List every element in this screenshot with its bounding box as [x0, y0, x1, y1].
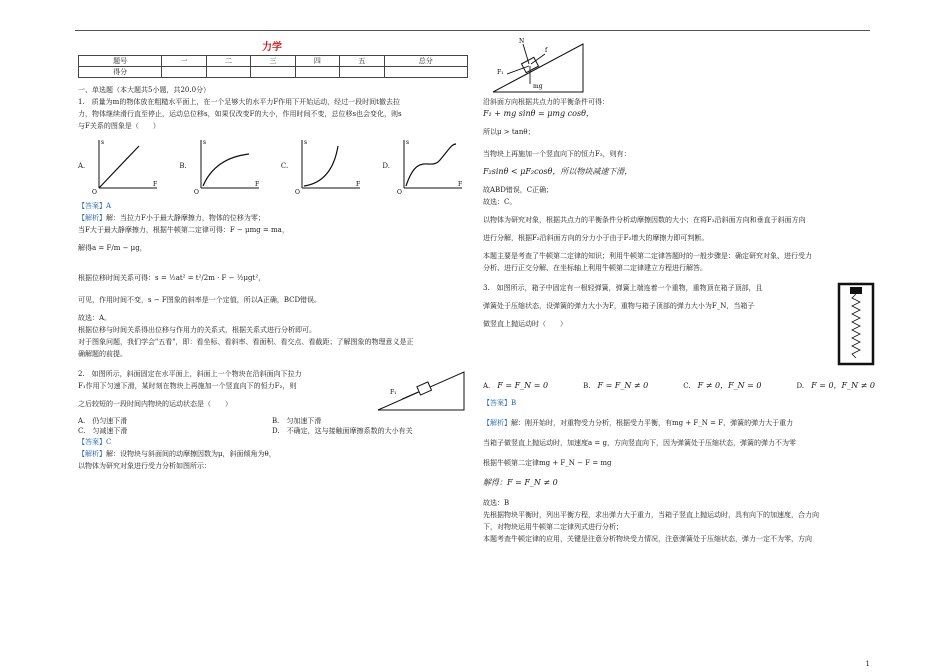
q1-analysis-line: 对于图象问题，我们学会"五看"，即：看坐标、看斜率、看面积、看交点、看截距；了解图象的物理意义是正 [78, 338, 414, 346]
table-cell: 总分 [384, 56, 467, 67]
q3-stem [483, 282, 835, 366]
axis-label-s: s [101, 139, 105, 146]
table-cell: 三 [251, 56, 295, 67]
axis-label-s: s [405, 139, 410, 146]
option-label: C. [280, 162, 289, 170]
curve-d [406, 144, 456, 186]
q3-option-d [797, 380, 875, 391]
fig-label-mg: mg [533, 83, 543, 90]
q1-option-graphs [78, 136, 466, 196]
analysis-tag: 【解析】 [78, 450, 106, 458]
analysis-text: 解：刚开始时，对重物受力分析，根据受力平衡，有mg + F_N = F，弹簧的弹力大于重力 [511, 419, 794, 427]
fig-label-f: f [545, 47, 548, 54]
score-table-header-row [79, 56, 468, 67]
section-heading: 一、单选题（本大题共5小题，共20.0分） [78, 86, 211, 94]
q2-analysis-line: 以物体为研究对象进行受力分析如图所示： [78, 462, 211, 470]
q2-incline-figure [376, 368, 466, 412]
page-title: 力学 [262, 42, 282, 53]
table-cell [206, 67, 250, 78]
table-cell [340, 67, 384, 78]
force-diagram [483, 36, 593, 94]
score-table-score-row [79, 67, 468, 78]
q1-analysis-line: 根据位移与时间关系得出位移与作用力的关系式，根据关系式进行分析即可。 [78, 326, 316, 334]
q3-analysis-line [483, 417, 875, 429]
q2-stem-line: 2. 如图所示，斜面固定在水平面上，斜面上一个物块在沿斜面向下拉力 [78, 370, 302, 378]
origin-label: O [295, 189, 301, 194]
q3-option-a [483, 381, 548, 391]
q1-answer: 【答案】A [78, 202, 112, 210]
analysis-line: 当物块上再施加一个竖直向下的恒力F₂，则有： [483, 150, 631, 158]
analysis-line: 本题主要是考查了牛顿第二定律的知识；利用牛顿第二定律答题时的一般步骤是：确定研究对象、进行受力 [483, 252, 812, 260]
q3-answer: 【答案】B [483, 399, 517, 407]
table-cell [384, 67, 467, 78]
table-cell: 题号 [79, 56, 162, 67]
q1-option-a [78, 136, 161, 196]
q1-stem-line: 力，物体继续滑行直至停止，运动总位移s，如果仅改变F的大小，作用时间不变，总位移s也会变化，则s [78, 110, 402, 118]
option-label: A. [78, 162, 86, 170]
option-eq: F = 0，F_N ≠ 0 [811, 381, 875, 390]
q2-options-row [78, 416, 466, 426]
q1-analysis-line: 确解题的前提。 [78, 350, 127, 358]
origin-label: O [92, 189, 98, 194]
curve-c [304, 146, 338, 186]
q1-stem-line: 1. 质量为m的物体放在粗糙水平面上，在一个足够大的水平力F作用下开始运动，经过一段时间t撤去拉 [78, 98, 400, 106]
q3-analysis-line: 下，对物块运用牛顿第二定律列式进行分析； [483, 523, 623, 531]
option-label: C. [683, 382, 691, 390]
q1-analysis-line: 解得a = F/m − μg， [78, 244, 147, 252]
analysis-line: 进行分解，根据F₂沿斜面方向的分力小于由于F₂增大的摩擦力即可判断。 [483, 234, 709, 242]
table-cell [295, 67, 339, 78]
q3-analysis-line: 当箱子做竖直上抛运动时，加速度a = g，方向竖直向下，因为弹簧处于压缩状态，弹簧的弹力不为零 [483, 439, 796, 447]
table-cell: 二 [206, 56, 250, 67]
q3-analysis-line: 故选：B [483, 499, 510, 507]
q2-header [78, 368, 466, 412]
fig-label-f1: F₁ [390, 389, 397, 396]
analysis-line: 沿斜面方向根据共点力的平衡条件可得： [483, 98, 609, 106]
analysis-line: 故ABD错误，C正确； [483, 186, 554, 194]
q3-option-c [683, 380, 761, 391]
q1-analysis-line: 可见，作用时间不变，s − F图象的斜率是一个定值，所以A正确，BCD错误。 [78, 296, 322, 304]
axis-label-f: F [153, 181, 158, 188]
page-number: 1 [865, 660, 870, 668]
analysis-line: 所以μ > tanθ； [483, 128, 535, 136]
axis-label-f: F [254, 181, 259, 188]
spacer [78, 260, 466, 268]
q1-graph-a [91, 136, 161, 194]
q2-answer: 【答案】C [78, 438, 112, 446]
table-cell: 五 [340, 56, 384, 67]
option-eq: F = F_N ≠ 0 [597, 380, 649, 390]
q2-option-c: C. 匀减速下滑 [78, 427, 128, 435]
table-cell: 得分 [79, 67, 162, 78]
q1-stem-line: 与F关系的图象是（ ） [78, 122, 160, 130]
left-column [78, 36, 466, 472]
q2-stem [78, 368, 302, 412]
analysis-line: 故选：C。 [483, 198, 517, 206]
table-cell [251, 67, 295, 78]
axis-label-f: F [457, 181, 463, 188]
option-eq: F = F_N = 0 [497, 380, 549, 390]
q1-graph-c [294, 136, 364, 194]
q2-options-row [78, 426, 466, 436]
option-label: A. [483, 381, 491, 390]
fig-label-f1: F₁ [497, 69, 504, 76]
q1-option-b [179, 136, 262, 196]
q2-analysis-line [78, 448, 466, 460]
header-rule [75, 30, 870, 31]
table-cell: 一 [162, 56, 206, 67]
table-cell [162, 67, 206, 78]
q3-option-b [583, 381, 648, 391]
q1-graph-b [193, 136, 263, 194]
analysis-tag: 【解析】 [483, 419, 511, 427]
q1-analysis-line: 当F大于最大静摩擦力，根据牛顿第二定律可得：F − μmg = ma， [78, 226, 289, 234]
analysis-equation: F₁ + mg sinθ = μmg cosθ， [483, 109, 594, 118]
spring-box-figure [837, 282, 875, 366]
analysis-equation: F₂sinθ < μF₂cosθ，所以物块减速下滑， [483, 167, 633, 176]
option-label: D. [382, 162, 390, 170]
axis-label-f: F [356, 181, 361, 188]
analysis-line: 以物体为研究对象，根据共点力的平衡条件分析动摩擦因数的大小；在将F₂沿斜面方向和垂直于斜面方向 [483, 216, 806, 224]
q3-analysis-line: 解得：F = F_N ≠ 0 [483, 478, 558, 487]
analysis-text: 解：设物块与斜面间的动摩擦因数为μ，斜面倾角为θ， [106, 450, 276, 458]
q3-stem-line: 3. 如图所示，箱子中固定有一根轻弹簧，弹簧上端连着一个重物，重物顶在箱子顶部，且 [483, 284, 763, 292]
q3-stem-line: 做竖直上抛运动时（ ） [483, 320, 567, 328]
q1-analysis-line: 故选：A。 [78, 314, 112, 322]
q3-options-row [483, 380, 875, 391]
right-column [483, 36, 875, 545]
axis-label-s: s [202, 139, 206, 146]
origin-label: O [193, 189, 199, 194]
q1-analysis-line [78, 212, 466, 224]
q2-stem-line: 之后较短的一段时间内物块的运动状态是（ ） [78, 400, 232, 408]
analysis-tag: 【解析】 [78, 214, 106, 222]
axis-label-s: s [304, 139, 308, 146]
q3-analysis-line: 本题考查牛顿定律的应用，关键是注意分析物块受力情况，注意弹簧处于压缩状态，弹力一定不为零，方向 [483, 535, 812, 543]
q3-analysis-line: 先根据物块平衡时，列出平衡方程，求出弹力大于重力，当箱子竖直上抛运动时，具有向下的加速度，合力向 [483, 511, 819, 519]
analysis-text: 解：当拉力F小于最大静摩擦力，物体的位移为零； [106, 214, 265, 222]
q3-stem-line: 弹簧处于压缩状态，设弹簧的弹力大小为F，重物与箱子顶部的弹力大小为F_N，当箱子 [483, 302, 755, 310]
q1-option-c [281, 136, 364, 196]
analysis-line: 分析、进行正交分解、在坐标轴上利用牛顿第二定律建立方程进行解答。 [483, 264, 707, 272]
option-eq: F ≠ 0，F_N = 0 [697, 381, 762, 390]
option-label: B. [583, 381, 591, 390]
table-cell: 四 [295, 56, 339, 67]
q3-header [483, 282, 875, 366]
q2-option-d: D. 不确定，这与接触面摩擦系数的大小有关 [272, 427, 413, 435]
origin-label: O [396, 189, 402, 194]
q1-option-d [382, 136, 466, 196]
q2-option-b: B. 匀加速下滑 [272, 417, 322, 425]
q1-graph-d [396, 136, 466, 194]
fig-label-n: N [519, 38, 525, 45]
q3-analysis-line: 根据牛顿第二定律mg + F_N − F = mg [483, 459, 612, 467]
score-table [78, 55, 468, 78]
q2-stem-line: F₁作用下匀速下滑，某时刻在物块上再施加一个竖直向下的恒力F₂，则 [78, 382, 297, 390]
q1-analysis-line: 根据位移时间关系可得：s = ½at² = t²/2m · F − ½μgt²， [78, 274, 266, 282]
option-label: D. [796, 382, 805, 390]
option-label: B. [179, 162, 187, 170]
curve-a [99, 146, 139, 188]
q2-option-a: A. 仍匀速下滑 [78, 417, 128, 425]
curve-b [203, 154, 249, 186]
